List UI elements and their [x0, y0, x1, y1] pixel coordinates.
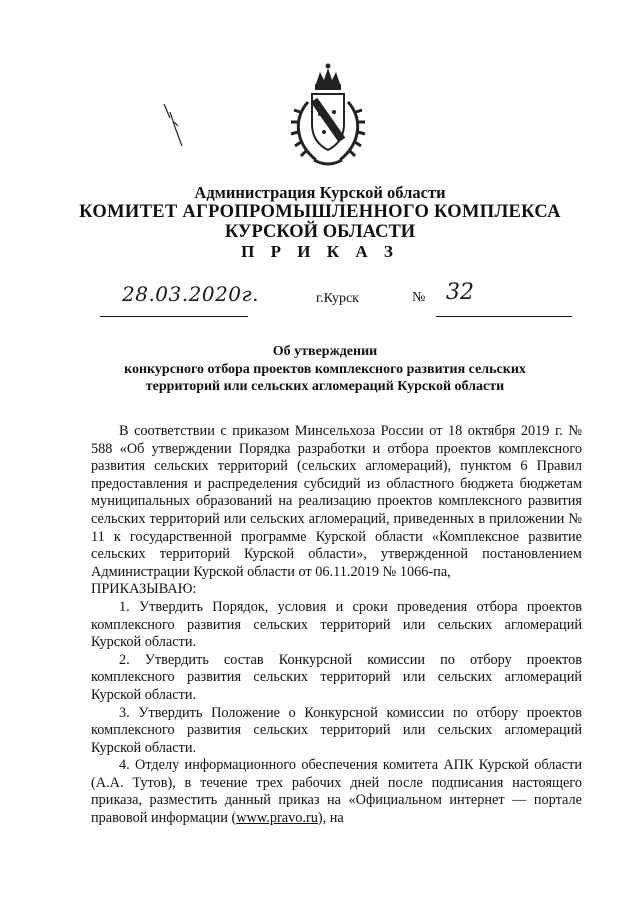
- pen-mark: [160, 100, 192, 150]
- order-heading: П Р И К А З: [241, 242, 399, 261]
- document-title-line-3: территорий или сельских агломераций Курской области: [145, 379, 505, 394]
- order-date: 28.03.2020г.: [122, 282, 259, 306]
- preamble-paragraph: В соответствии с приказом Минсельхоза России от 18 октября 2019 г. № 588 «Об утверждении Порядка разработки и отбора проектов комплексного развития сельских территорий (сельских агломераций), пунктом 6 Правил предоставления и распределения субсидий из областного бюджета бюджетам муниципальных образований на реализацию проектов комплексного развития сельских территорий или сельских агломераций, приведенных в приложении № 11 к государственной программе Курской области «Комплексное развитие сельских территорий Курской области», утвержденной постановлением Администрации Курской области от 06.11.2019 № 1066-па,: [91, 423, 582, 580]
- order-item-4: [91, 757, 582, 827]
- order-city: г.Курск: [316, 291, 359, 306]
- committee-title: КОМИТЕТ АГРОПРОМЫШЛЕННОГО КОМПЛЕКСА: [79, 202, 561, 222]
- document-title-line-2: конкурсного отбора проектов комплексного развития сельских: [124, 362, 526, 377]
- number-sign: №: [412, 290, 426, 305]
- order-item-3: 3. Утвердить Положение о Конкурсной комиссии по отбору проектов комплексного развития сельских территорий или сельских агломераций Курской области.: [91, 704, 582, 756]
- order-item-4-text: 4. Отделу информационного обеспечения комитета АПК Курской области (А.А. Тутов), в течение трех рабочих дней после подписания настоящего приказа, разместить данный приказ на «Официальном интернет — портале правовой информации (: [91, 757, 582, 827]
- order-item-1: 1. Утвердить Порядок, условия и сроки проведения отбора проектов комплексного развития сельских территорий или сельских агломераций Курской области.: [91, 598, 582, 651]
- pravo-link[interactable]: www.pravo.ru: [236, 810, 318, 827]
- administration-title: Администрация Курской области: [194, 183, 446, 202]
- order-item-2: 2. Утвердить состав Конкурсной комиссии по отбору проектов комплексного развития сельских территорий или сельских агломераций Курской области.: [91, 651, 582, 703]
- order-verb: ПРИКАЗЫВАЮ:: [91, 581, 197, 598]
- order-number: 32: [446, 280, 474, 305]
- document-body: [91, 423, 582, 828]
- region-title: КУРСКОЙ ОБЛАСТИ: [224, 222, 416, 242]
- coat-of-arms-icon: [286, 62, 370, 172]
- document-title-line-1: Об утверждении: [272, 344, 378, 359]
- order-item-4-tail: ), на: [317, 810, 344, 827]
